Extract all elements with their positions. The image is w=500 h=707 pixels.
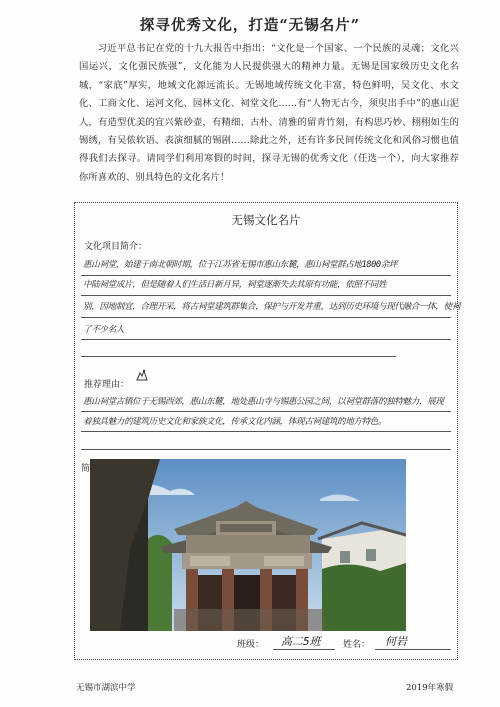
reason-line-1: 惠山祠堂古镇位于无锡西郊，惠山东麓，地处惠山寺与锡惠公园之间，以祠堂群落的独特魅力，展现 (83, 397, 444, 407)
term-label: 2019年寒假 (406, 683, 454, 693)
name-value: 何岩 (385, 635, 407, 648)
reason-label: 推荐理由： (84, 380, 130, 390)
school-name: 无锡市湖滨中学 (76, 683, 136, 693)
rule (81, 431, 451, 432)
intro-line-2: 中陆祠堂成片，但是随着人们生活日新月异，祠堂逐渐失去其原有功能，依照不同姓 (83, 280, 387, 290)
intro-label: 文化项目简介： (84, 242, 148, 252)
rule (81, 295, 451, 296)
rule (81, 411, 451, 412)
reason-line-2: 着独具魅力的建筑历史文化和家族文化，传承文化内涵，体现古祠建筑的地方特色。 (83, 417, 387, 427)
intro-line-4: 了不少名人 (83, 325, 124, 335)
photo-label: 简 (81, 464, 91, 474)
culture-card (74, 202, 458, 660)
archway-photo (90, 459, 406, 631)
rule (81, 339, 451, 340)
page-title: 探寻优秀文化，打造“无锡名片” (139, 17, 361, 34)
rule (375, 649, 451, 650)
small-figure-icon (135, 369, 149, 381)
class-label: 班级： (237, 640, 265, 650)
intro-line-3: 别，因地制宜，合理开采，将古祠堂建筑群集合，保护与开发并重，达到历史环境与现代融合一体，使祠 (83, 302, 460, 312)
class-value: 高二5班 (281, 635, 321, 648)
card-title: 无锡文化名片 (231, 213, 301, 227)
intro-paragraph: 习近平总书记在党的十九大报告中指出：“文化是一个国家、一个民族的灵魂；文化兴国运兴，文化强民族强”，文化能为人民提供强大的精神力量。无锡是国家级历史文化名城，“家底”厚实，地域文化源远流长。无锡地域传统文化丰富，特色鲜明，吴文化、水文化、工商文化、运河文化、园林文化、祠堂文化……有“人物无古今，须臾出手中”的惠山泥人，有造型优美的宜兴紫砂壶，有精细、古朴、清雅的留青竹刻，有构思巧妙、栩栩如生的锡绣，有吴侬软语、表演细腻的锡剧……除此之外，还有许多民间传统文化和风俗习惯也值得我们去探寻。请同学们利用寒假的时间，探寻无锡的优秀文化（任选一个），向大家推荐你所喜欢的、别具特色的文化名片！ (79, 43, 459, 183)
archway-illustration (90, 459, 406, 631)
rule (81, 356, 396, 357)
rule (81, 449, 451, 450)
rule (273, 649, 335, 650)
rule (81, 317, 451, 318)
intro-line-1: 惠山祠堂，始建于南北朝时期，位于江苏省无锡市惠山东麓，惠山祠堂群占地1800余坪 (83, 260, 398, 270)
name-label: 姓名： (343, 640, 371, 650)
